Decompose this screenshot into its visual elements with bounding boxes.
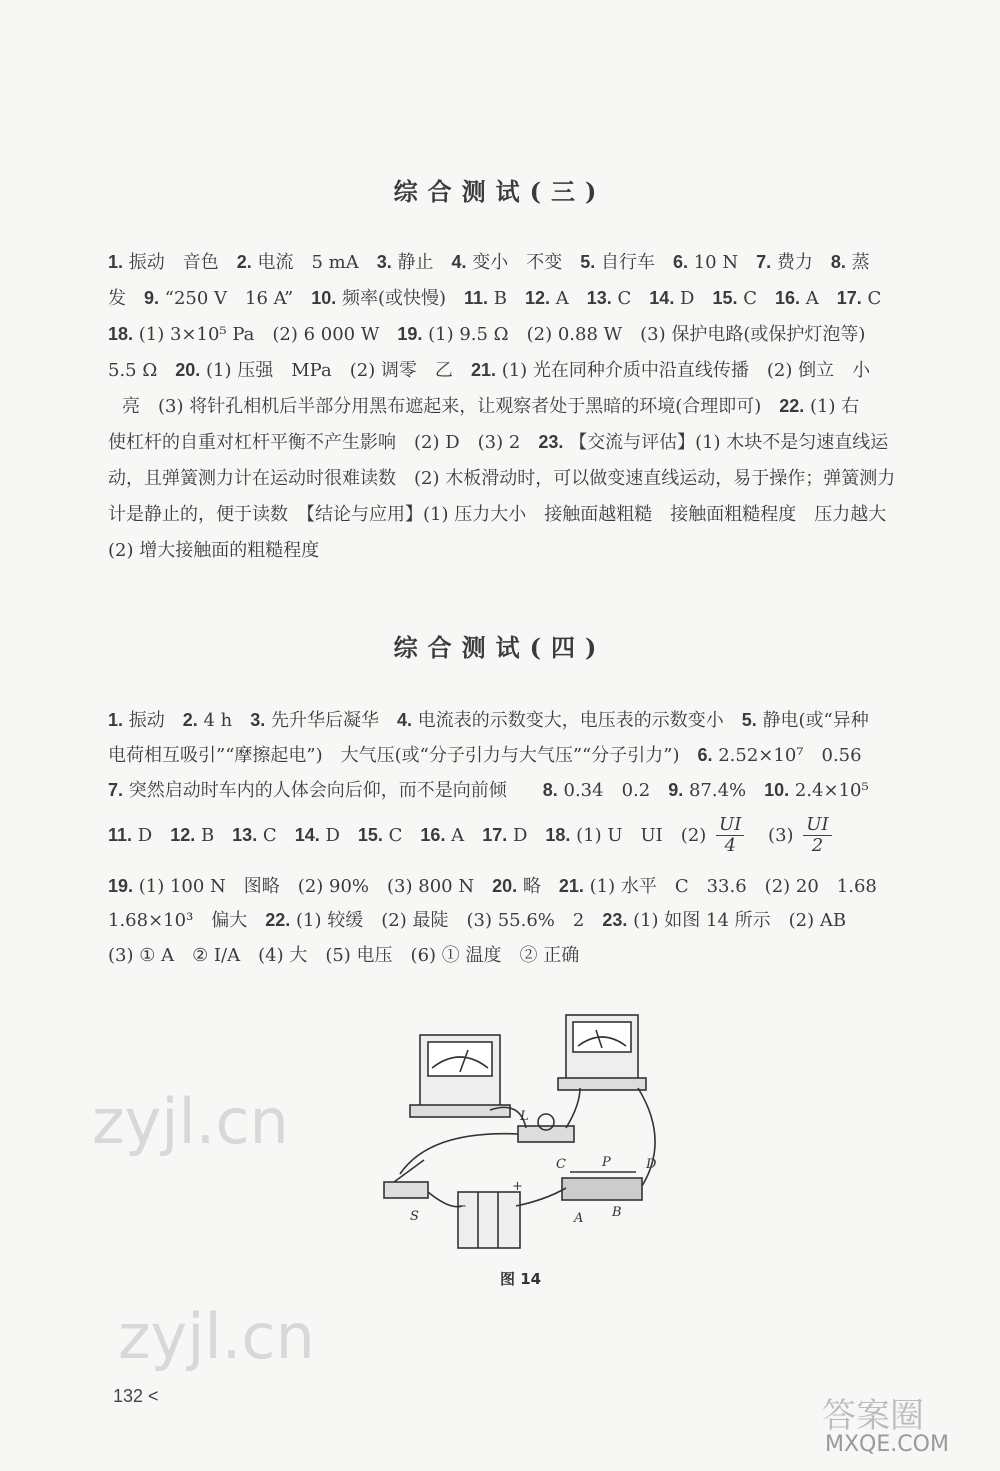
lamp: [518, 1126, 574, 1142]
question-number: 6.: [697, 745, 713, 765]
answer-text: 振动 音色: [123, 252, 237, 273]
question-number: 8.: [542, 780, 558, 800]
question-number: 22.: [265, 910, 291, 930]
answer-text: 10 N: [688, 252, 757, 273]
question-number: 19.: [108, 876, 134, 896]
question-number: 18.: [108, 324, 134, 344]
question-number: 5.: [741, 710, 757, 730]
answer-text: (2) 增大接触面的粗糙程度: [108, 540, 320, 561]
section3-line: [108, 536, 319, 562]
question-number: 7.: [756, 252, 772, 272]
section3-line: [108, 320, 865, 346]
answer-text: 计是静止的，便于读数 【结论与应用】(1) 压力大小 接触面越粗糙 接触面粗糙程度 压力越大: [108, 504, 887, 525]
question-number: 6.: [672, 252, 688, 272]
answer-text: B: [488, 288, 525, 309]
figure-caption: 图 14: [500, 1270, 542, 1288]
label-d: D: [646, 1157, 657, 1172]
question-number: 9.: [668, 780, 684, 800]
question-number: 7.: [108, 780, 124, 800]
question-number: 13.: [232, 824, 258, 845]
answer-text: C: [257, 824, 295, 846]
answer-text: (1) 较缓 (2) 最陡 (3) 55.6% 2: [290, 910, 603, 931]
answer-text: 5.5 Ω: [108, 360, 176, 381]
question-number: 10.: [764, 780, 790, 800]
question-number: 23.: [602, 910, 628, 930]
question-number: 11.: [108, 824, 133, 845]
answer-text: (1) 100 N 图略 (2) 90% (3) 800 N: [133, 876, 493, 897]
answer-text: D: [132, 824, 171, 846]
answer-text: 发: [108, 288, 144, 309]
question-number: 18.: [545, 824, 571, 845]
answer-text: B: [195, 824, 233, 846]
label-s: S: [410, 1209, 419, 1224]
watermark: zyjl.cn: [92, 1085, 289, 1158]
label-a: A: [574, 1211, 584, 1226]
answer-text: 静止: [391, 252, 452, 273]
section3-title: 综合测试(三): [393, 177, 607, 206]
label-c: C: [556, 1157, 566, 1172]
question-number: 11.: [464, 288, 489, 308]
answer-text: 1.68×10³ 偏大: [108, 910, 266, 931]
section4-title: 综合测试(四): [393, 633, 607, 662]
answer-text: 突然启动时车内的人体会向后仰，而不是向前倾: [123, 780, 543, 801]
section3-line: [108, 500, 886, 526]
answer-text: (1) 3×10⁵ Pa (2) 6 000 W: [133, 324, 398, 345]
answer-text: 电流表的示数变大，电压表的示数变小: [412, 710, 742, 731]
section4-line: [108, 906, 846, 932]
question-number: 3.: [250, 710, 266, 730]
label-plus: +: [512, 1179, 523, 1194]
answer-text: 【交流与评估】(1) 木块不是匀速直线运: [563, 432, 889, 453]
answer-text: 自行车: [595, 252, 673, 273]
question-number: 4.: [451, 252, 467, 272]
question-number: 8.: [830, 252, 846, 272]
question-number: 5.: [580, 252, 596, 272]
question-number: 1.: [108, 710, 124, 730]
answer-text: (1) 如图 14 所示 (2) AB: [627, 910, 847, 931]
answer-text: 静电(或“异种: [756, 710, 869, 731]
answer-text: 0.34 0.2: [557, 780, 669, 801]
section4-line: [108, 941, 579, 967]
question-number: 14.: [649, 288, 675, 308]
answer-text: 蒸: [845, 252, 870, 273]
answer-text: C: [737, 288, 776, 309]
answer-text: (1) 光在同种介质中沿直线传播 (2) 倒立 小: [495, 360, 871, 381]
question-number: 12.: [525, 288, 551, 308]
answer-text: (1) 右: [804, 396, 860, 417]
page-number: 132 <: [113, 1386, 159, 1406]
answer-text: (1) 压强 MPa (2) 调零 乙: [200, 360, 471, 381]
question-number: 9.: [144, 288, 160, 308]
question-number: 20.: [492, 876, 518, 896]
answer-text: 4 h: [197, 710, 251, 731]
answer-text: 频率(或快慢): [336, 288, 465, 309]
question-number: 15.: [357, 824, 383, 845]
question-number: 3.: [376, 252, 392, 272]
question-number: 23.: [538, 432, 564, 452]
watermark: MXQE.COM: [825, 1432, 949, 1457]
answer-text: D: [507, 824, 546, 846]
answer-text: 费力: [771, 252, 831, 273]
switch: [384, 1182, 428, 1198]
question-number: 21.: [470, 360, 496, 380]
answer-text: (3) ① A ② I/A (4) 大 (5) 电压 (6) ① 温度 ② 正确: [108, 945, 580, 966]
label-p: P: [602, 1155, 611, 1170]
answer-text: C: [611, 288, 650, 309]
answer-text: A: [550, 288, 587, 309]
answer-text: 动，且弹簧测力计在运动时很难读数 (2) 木板滑动时，可以做变速直线运动，易于操作；弹簧测力: [108, 468, 896, 489]
question-number: 2.: [236, 252, 252, 272]
question-number: 19.: [397, 324, 423, 344]
section3-line: [108, 464, 895, 490]
answer-text: 电荷相互吸引”“摩擦起电”) 大气压(或“分子引力与大气压”“分子引力”): [108, 745, 698, 766]
answer-text: 电流 5 mA: [251, 252, 377, 273]
answer-text: A: [800, 288, 837, 309]
question-number: 13.: [586, 288, 612, 308]
answer-text: 使杠杆的自重对杠杆平衡不产生影响 (2) D (3) 2: [108, 432, 539, 453]
fraction-ui-4: $\frac{UI}{4}$: [716, 815, 744, 856]
answer-text: (1) 9.5 Ω (2) 0.88 W (3) 保护电路(或保护灯泡等): [422, 324, 866, 345]
question-number: 12.: [170, 824, 196, 845]
section3-line: [108, 248, 870, 274]
circuit-figure: [370, 1010, 690, 1260]
answer-text: (1) U UI (2): [570, 824, 707, 846]
label-minus: −: [456, 1199, 467, 1214]
section3-line: [108, 284, 881, 310]
label-l: L: [520, 1109, 529, 1124]
answer-text: “250 V 16 A”: [159, 288, 312, 309]
section4-line: 11. D 12. B 13. C 14. D 15. C 16. A 17. D 18. (1) U UI (2) $\frac{UI}{4}$ (3) $\frac{UI}{2}$: [108, 815, 836, 856]
answer-text: D: [674, 288, 713, 309]
question-number: 16.: [420, 824, 446, 845]
section3-line: [108, 428, 888, 454]
section4-line: [108, 741, 862, 767]
answer-text: 略: [517, 876, 559, 897]
question-number: 1.: [108, 252, 124, 272]
section4-line: [108, 872, 877, 898]
answer-text: 2.4×10⁵: [789, 780, 869, 801]
question-number: 22.: [779, 396, 805, 416]
answer-text: C: [861, 288, 882, 309]
answer-text: 87.4%: [683, 780, 765, 801]
question-number: 10.: [311, 288, 337, 308]
question-number: 2.: [182, 710, 198, 730]
battery: [458, 1192, 520, 1248]
question-number: 4.: [397, 710, 413, 730]
answer-text: D: [319, 824, 358, 846]
section4-line: [108, 776, 869, 802]
answer-text: 振动: [123, 710, 183, 731]
watermark: zyjl.cn: [118, 1300, 315, 1373]
label-b: B: [612, 1205, 622, 1220]
answer-text: 先升华后凝华: [265, 710, 398, 731]
rheostat: [562, 1178, 642, 1200]
answer-text: (1) 水平 C 33.6 (2) 20 1.68: [583, 876, 877, 897]
question-number: 21.: [558, 876, 584, 896]
watermark: 答案圈: [822, 1396, 924, 1436]
question-number: 14.: [294, 824, 320, 845]
question-number: 20.: [175, 360, 201, 380]
question-number: 15.: [712, 288, 738, 308]
answer-text: C: [382, 824, 421, 846]
question-number: 16.: [775, 288, 801, 308]
answer-text: 亮 (3) 将针孔相机后半部分用黑布遮起来，让观察者处于黑暗的环境(合理即可): [104, 396, 780, 417]
section3-line: [104, 392, 859, 418]
question-number: 17.: [482, 824, 508, 845]
answer-text: 2.52×10⁷ 0.56: [712, 745, 862, 766]
section3-line: [108, 356, 870, 382]
answer-text: A: [445, 824, 483, 846]
question-number: 17.: [836, 288, 862, 308]
answer-text: 变小 不变: [466, 252, 581, 273]
fraction-ui-2: $\frac{UI}{2}$: [803, 815, 831, 856]
section4-line: [108, 706, 869, 732]
